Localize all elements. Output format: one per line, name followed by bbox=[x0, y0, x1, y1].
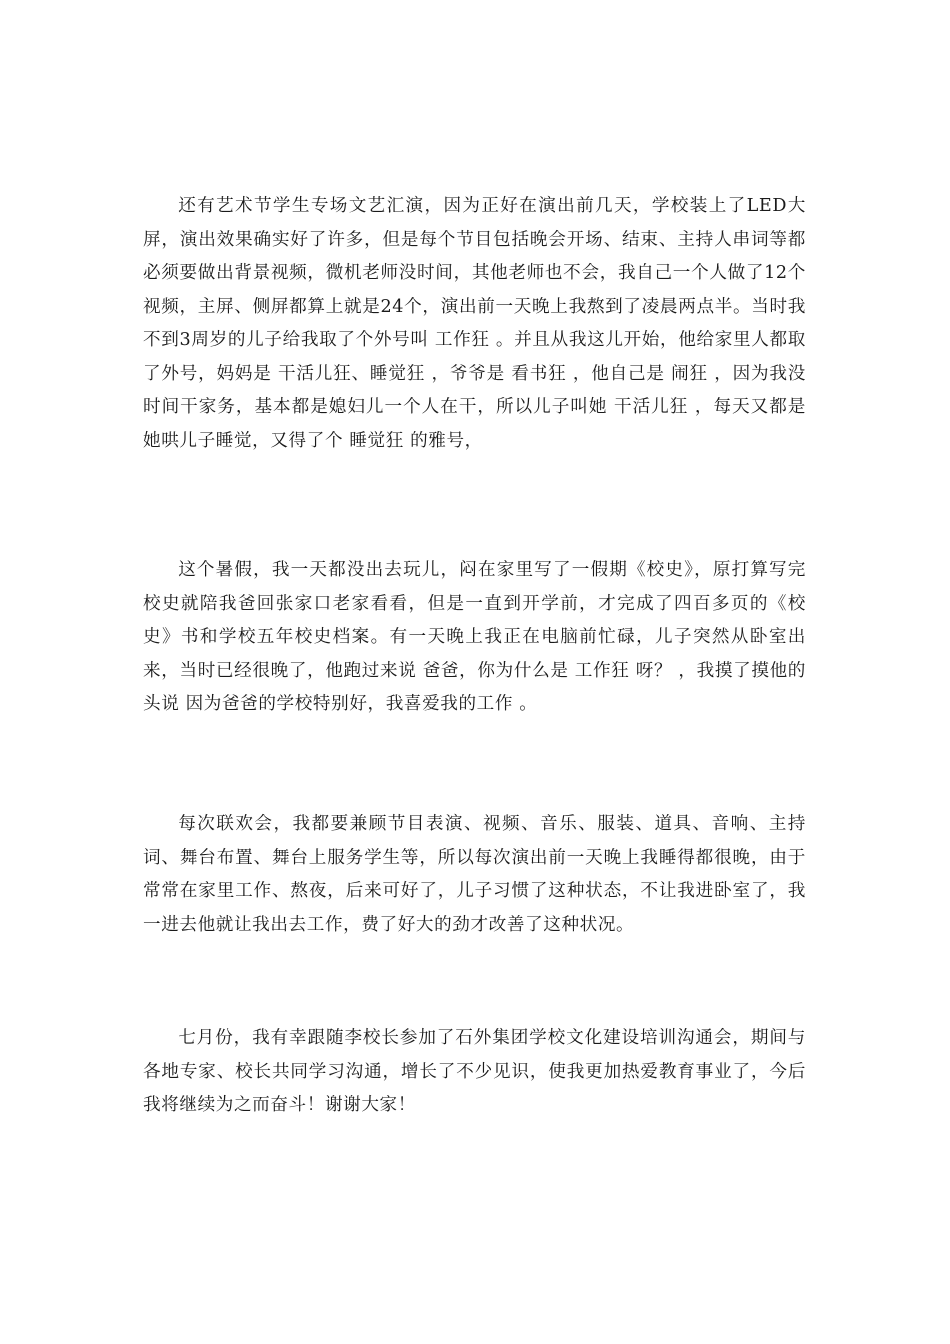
paragraph-art-festival: 还有艺术节学生专场文艺汇演，因为正好在演出前几天，学校装上了LED大屏，演出效果确实好了许多，但是每个节目包括晚会开场、结束、主持人串词等都必须要做出背景视频，微机老师没时间，其他老师也不会，我自己一个人做了12个视频，主屏、侧屏都算上就是24个，演出前一天晚上我熬到了凌晨两点半。当时我不到3周岁的儿子给我取了个外号叫 工作狂 。并且从我这儿开始，他给家里人都取了外号，妈妈是 干活儿狂、睡觉狂 ，爷爷是 看书狂 ，他自己是 闹狂 ，因为我没时间干家务，基本都是媳妇儿一个人在干，所以儿子叫她 干活儿狂 ，每天又都是她哄儿子睡觉，又得了个 睡觉狂 的雅号， bbox=[143, 196, 806, 451]
paragraph-summer-school-history: 这个暑假，我一天都没出去玩儿，闷在家里写了一假期《校史》，原打算写完校史就陪我爸回张家口老家看看，但是一直到开学前，才完成了四百多页的《校史》书和学校五年校史档案。有一天晚上我正在电脑前忙碌，儿子突然从卧室出来，当时已经很晚了，他跑过来说 爸爸，你为什么是 工作狂 呀？ ，我摸了摸他的头说 因为爸爸的学校特别好，我喜爱我的工作 。 bbox=[143, 560, 806, 714]
paragraph-closing: 七月份，我有幸跟随李校长参加了石外集团学校文化建设培训沟通会，期间与各地专家、校长共同学习沟通，增长了不少见识，使我更加热爱教育事业了，今后我将继续为之而奋斗！谢谢大家！ bbox=[143, 1028, 806, 1115]
paragraph-party-preparation: 每次联欢会，我都要兼顾节目表演、视频、音乐、服装、道具、音响、主持词、舞台布置、舞台上服务学生等，所以每次演出前一天晚上我睡得都很晚，由于常常在家里工作、熬夜，后来可好了，儿子习惯了这种状态，不让我进卧室了，我一进去他就让我出去工作，费了好大的劲才改善了这种状况。 bbox=[143, 814, 806, 935]
